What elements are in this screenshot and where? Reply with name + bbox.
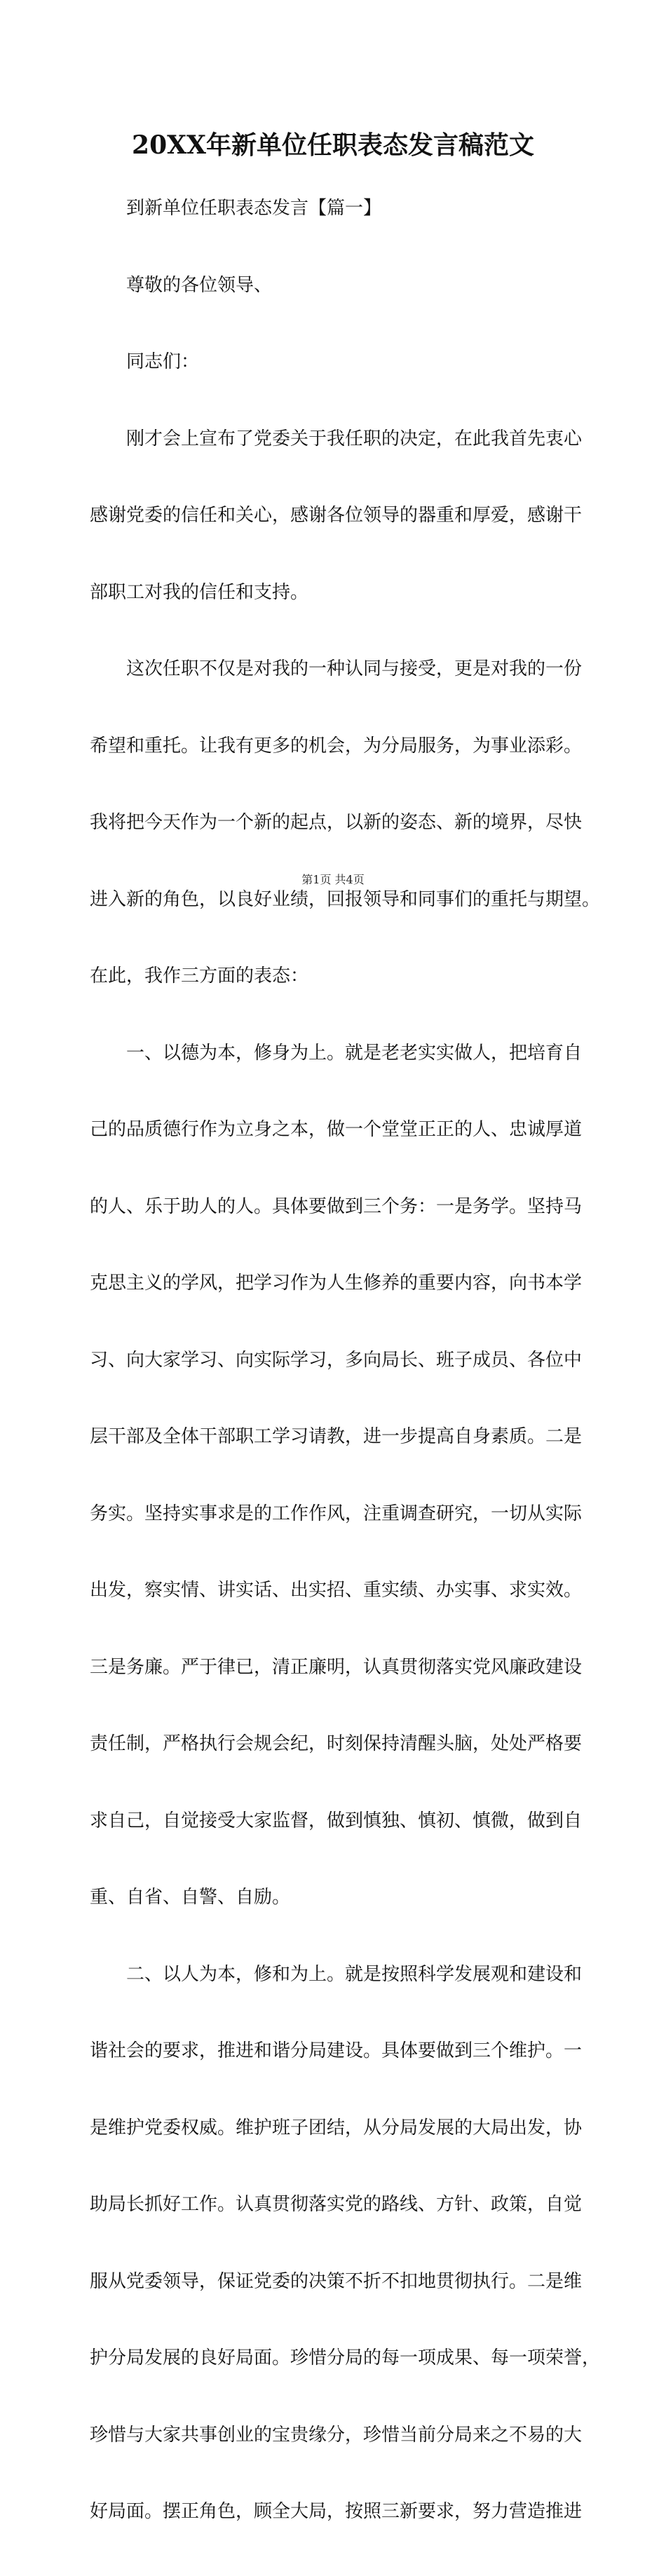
text-line: 进入新的角色，以良好业绩，回报领导和同事们的重托与期望。: [90, 888, 601, 910]
text-line: 出发，察实情、讲实话、出实招、重实绩、办实事、求实效。: [90, 1580, 583, 1601]
text-line: 是维护党委权威。维护班子团结，从分局发展的大局出发，协: [90, 2117, 583, 2138]
page-footer: 第1页 共4页: [301, 873, 365, 886]
text-line: 责任制，严格执行会规会纪，时刻保持清醒头脑，处处严格要: [90, 1733, 583, 1754]
text-line: 护分局发展的良好局面。珍惜分局的每一项成果、每一项荣誉，: [90, 2347, 601, 2368]
text-line: 珍惜与大家共事创业的宝贵缘分，珍惜当前分局来之不易的大: [90, 2424, 583, 2446]
text-line: 我将把今天作为一个新的起点，以新的姿态、新的境界，尽快: [90, 812, 583, 833]
text-line: 三是务廉。严于律已，清正廉明，认真贯彻落实党风廉政建设: [90, 1656, 583, 1678]
body-paragraphs: [90, 144, 601, 2576]
text-line: 到新单位任职表态发言【篇一】: [126, 198, 382, 219]
document-body: [90, 144, 601, 2576]
text-line: 好局面。摆正角色，顾全大局，按照三新要求，努力营造推进: [90, 2501, 583, 2522]
text-line: 这次任职不仅是对我的一种认同与接受，更是对我的一份: [126, 658, 583, 679]
text-line: 习、向大家学习、向实际学习，多向局长、班子成员、各位中: [90, 1349, 583, 1371]
text-line: 服从党委领导，保证党委的决策不折不扣地贯彻执行。二是维: [90, 2270, 583, 2292]
text-line: 部职工对我的信任和支持。: [90, 581, 309, 603]
text-line: 的人、乐于助人的人。具体要做到三个务：一是务学。坚持马: [90, 1195, 583, 1217]
text-line: 一、以德为本，修身为上。就是老老实实做人，把培育自: [126, 1042, 583, 1064]
text-line: 刚才会上宣布了党委关于我任职的决定，在此我首先衷心: [126, 428, 583, 449]
text-line: 重、自省、自警、自励。: [90, 1887, 291, 1908]
text-line: 谐社会的要求，推进和谐分局建设。具体要做到三个维护。一: [90, 2040, 583, 2061]
document-title: 20XX年新单位任职表态发言稿范文: [132, 130, 534, 160]
text-line: 己的品质德行作为立身之本，做一个堂堂正正的人、忠诚厚道: [90, 1119, 583, 1140]
text-line: 尊敬的各位领导、: [126, 274, 273, 296]
text-line: 二、以人为本，修和为上。就是按照科学发展观和建设和: [126, 1963, 583, 1985]
text-line: 层干部及全体干部职工学习请教，进一步提高自身素质。二是: [90, 1426, 583, 1447]
text-line: 务实。坚持实事求是的工作作风，注重调查研究，一切从实际: [90, 1503, 583, 1524]
text-line: 感谢党委的信任和关心，感谢各位领导的器重和厚爱，感谢干: [90, 505, 583, 526]
text-line: 希望和重托。让我有更多的机会，为分局服务，为事业添彩。: [90, 735, 583, 757]
text-line: 克思主义的学风，把学习作为人生修养的重要内容，向书本学: [90, 1273, 583, 1294]
text-line: 求自己，自觉接受大家监督，做到慎独、慎初、慎微，做到自: [90, 1810, 583, 1831]
text-line: 助局长抓好工作。认真贯彻落实党的路线、方针、政策，自觉: [90, 2194, 583, 2215]
text-line: 同志们：: [126, 351, 200, 372]
text-line: 在此，我作三方面的表态：: [90, 965, 309, 987]
